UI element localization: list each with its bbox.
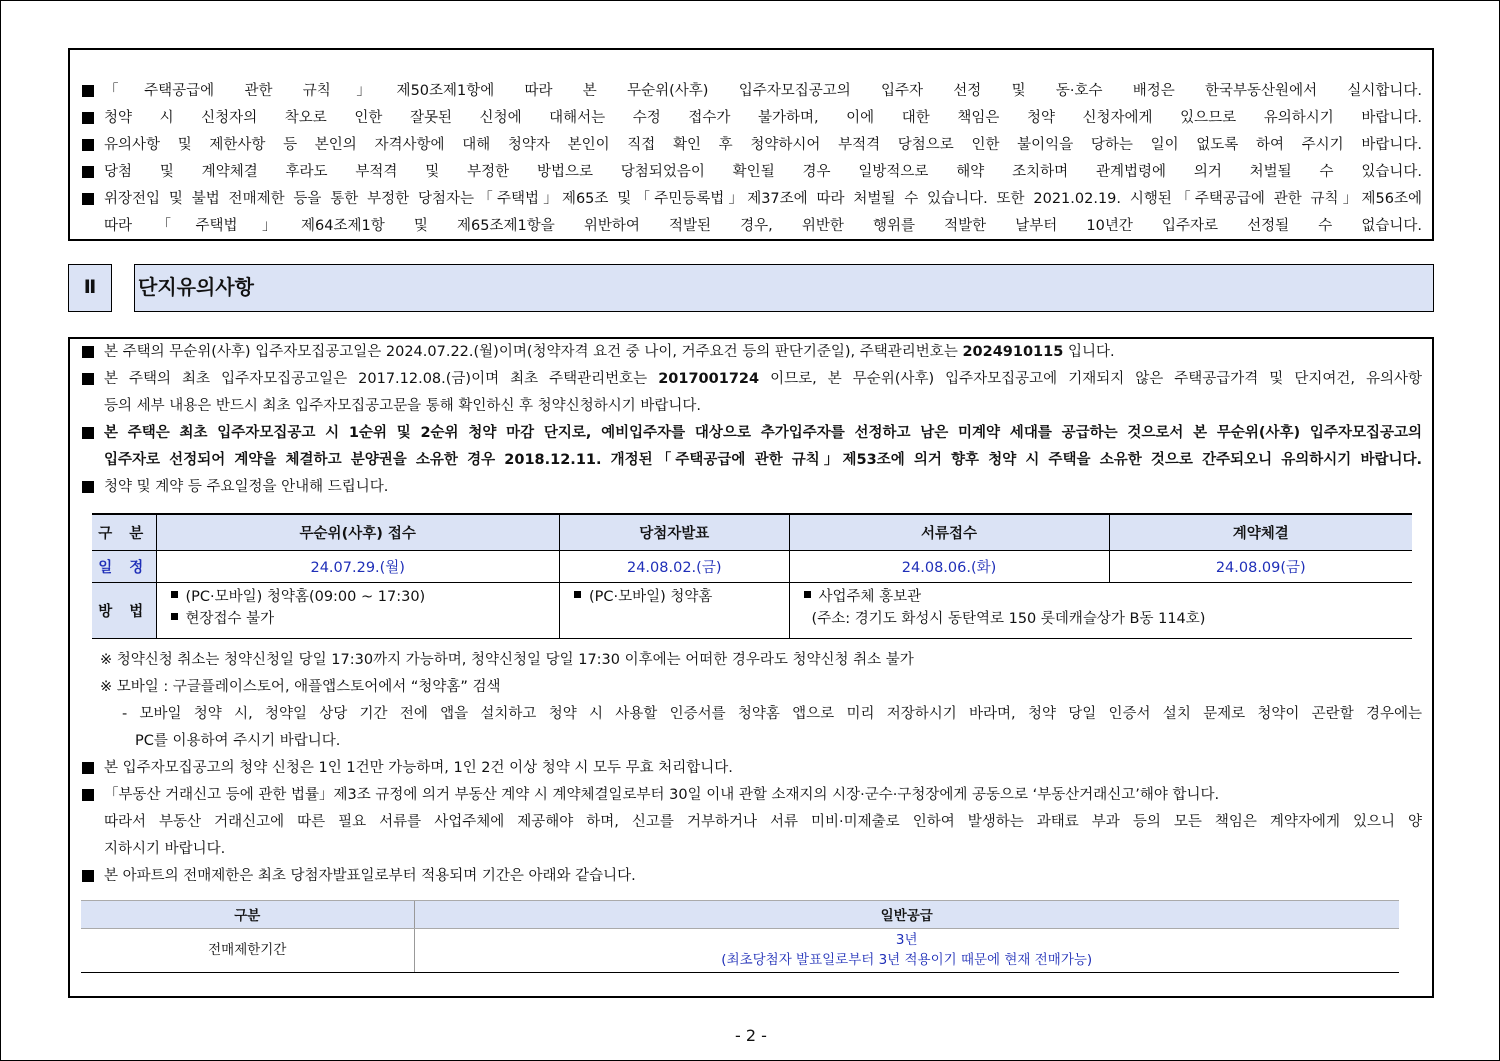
row-label: 전매제한기간 (81, 928, 414, 972)
row-label: 일 정 (92, 550, 156, 582)
paragraph-continuation: 등의 세부 내용은 반드시 최초 입주자모집공고문을 통해 확인하신 후 청약신청하시기 바랍니다. (104, 398, 701, 414)
square-bullet-icon (171, 591, 178, 598)
paragraph-continuation: 따라서 부동산 거래신고에 따른 필요 서류를 사업주체에 제공해야 하며, 신고를 거부하거나 서류 미비·미제출로 인하여 발생하는 과태료 부과 등의 모든 책임은 계약자에게 있으니 양 (104, 813, 1422, 830)
row-label: 방 법 (92, 582, 156, 638)
note-cancellation: ※ 청약신청 취소는 청약신청일 당일 17:30까지 가능하며, 청약신청일 당일 17:30 이후에는 어떠한 경우라도 청약신청 취소 불가 (100, 651, 914, 668)
method-cell: (PC·모바일) 청약홈(09:00 ~ 17:30) 현장접수 불가 (156, 582, 559, 638)
notice-item: 「주택공급에 관한 규칙」제50조제1항에 따라 본 무순위(사후) 입주자모집공고의 입주자 선정 및 동·호수 배정은 한국부동산원에서 실시합니다. (80, 78, 1422, 105)
notice-item: 위장전입 및 불법 전매제한 등을 통한 부정한 당첨자는「주택법」제65조 및「주민등록법」제37조에 따라 처벌될 수 있습니다. 또한 2021.02.19. 시행된「주택공급에 관한 규칙」제56조에 (80, 186, 1422, 213)
showroom-address: (주소: 경기도 화성시 동탄역로 150 롯데캐슬상가 B동 114호) (811, 610, 1206, 627)
method-cell: 사업주체 홍보관 (주소: 경기도 화성시 동탄역로 150 롯데캐슬상가 B동 114호) (789, 582, 1412, 638)
note-continuation: PC를 이용하여 주시기 바랍니다. (135, 732, 341, 749)
paragraph-one-application: 본 입주자모집공고의 청약 신청은 1인 1건만 가능하며, 1인 2건 이상 청약 시 모두 무효 처리합니다. (80, 755, 1422, 782)
square-bullet-icon (171, 613, 178, 620)
notice-item: 청약 시 신청자의 착오로 인한 잘못된 신청에 대해서는 수정 접수가 불가하며, 이에 대한 책임은 청약 신청자에게 있으므로 유의하시기 바랍니다. (80, 105, 1422, 132)
schedule-header-row (92, 514, 1412, 550)
date-cell: 24.08.09(금) (1109, 550, 1412, 582)
section-number: Ⅱ (68, 264, 112, 312)
schedule-date-row (92, 550, 1412, 582)
paragraph-transaction-report: 「부동산 거래신고 등에 관한 법률」제3조 규정에 의거 부동산 계약 시 계약체결일로부터 30일 이내 관할 소재지의 시장·군수·구청장에게 공동으로 ‘부동산거래신고’해야 합니다. (80, 782, 1422, 809)
schedule-method-row (92, 582, 1412, 638)
column-header: 무순위(사후) 접수 (156, 514, 559, 550)
paragraph-ownership-warning: 본 주택은 최초 입주자모집공고 시 1순위 및 2순위 청약 마감 단지로, 예비입주자를 대상으로 추가입주자를 선정하고 남은 미계약 세대를 공급하는 것으로서 본 무순위(사후) 입주자모집공고의 (80, 420, 1422, 447)
page-number: - 2 - (735, 1026, 767, 1045)
housing-mgmt-number: 2024910115 (962, 344, 1064, 360)
paragraph-continuation: 입주자로 선정되어 계약을 체결하고 분양권을 소유한 경우 2018.12.11. 개정된「주택공급에 관한 규칙」제53조에 의거 향후 청약 시 주택을 소유한 것으로 간주되오니 유의하시기 바랍니다. (104, 452, 1422, 468)
paragraph-initial-announcement: 본 주택의 최초 입주자모집공고일은 2017.12.08.(금)이며 최초 주택관리번호는 2017001724 이므로, 본 무순위(사후) 입주자모집공고에 기재되지 않은 주택공급가격 및 단지여건, 유의사항 (80, 366, 1422, 393)
paragraph-continuation: 지하시기 바랍니다. (104, 840, 226, 857)
method-cell: (PC·모바일) 청약홈 (559, 582, 789, 638)
note-mobile: ※ 모바일 : 구글플레이스토어, 애플앱스토어에서 “청약홈” 검색 (100, 678, 501, 695)
column-header: 일반공급 (414, 900, 1399, 928)
paragraph-resale-restriction: 본 아파트의 전매제한은 최초 당첨자발표일로부터 적용되며 기간은 아래와 같습니다. (80, 863, 1422, 890)
notice-box (68, 48, 1434, 241)
resale-period-cell: 3년 (최초당첨자 발표일로부터 3년 적용이기 때문에 현재 전매가능) (414, 928, 1399, 972)
section-title: 단지유의사항 (134, 264, 1434, 312)
column-header: 계약체결 (1109, 514, 1412, 550)
resale-header-row (81, 900, 1399, 928)
column-header: 구분 (81, 900, 414, 928)
square-bullet-icon (804, 591, 811, 598)
paragraph-announcement-date: 본 주택의 무순위(사후) 입주자모집공고일은 2024.07.22.(월)이며(청약자격 요건 중 나이, 거주요건 등의 판단기준일), 주택관리번호는 2024910115 입니다. (80, 339, 1422, 366)
schedule-table (92, 513, 1412, 639)
column-header: 서류접수 (789, 514, 1109, 550)
header-label: 구 분 (92, 514, 156, 550)
complex-notes-box (68, 337, 1434, 998)
initial-mgmt-number: 2017001724 (658, 371, 760, 387)
notice-item: 유의사항 및 제한사항 등 본인의 자격사항에 대해 청약자 본인이 직접 확인 후 청약하시어 부적격 당첨으로 인한 불이익을 당하는 일이 없도록 하여 주시기 바랍니다. (80, 132, 1422, 159)
date-cell: 24.08.02.(금) (559, 550, 789, 582)
notice-item: 당첨 및 계약체결 후라도 부적격 및 부정한 방법으로 당첨되었음이 확인될 경우 일방적으로 해약 조치하며 관계법령에 의거 처벌될 수 있습니다. (80, 159, 1422, 186)
notice-item-continuation: 따라「주택법」제64조제1항 및 제65조제1항을 위반하여 적발된 경우, 위반한 행위를 적발한 날부터 10년간 입주자로 선정될 수 없습니다. (104, 218, 1422, 234)
date-cell: 24.08.06.(화) (789, 550, 1109, 582)
resale-restriction-table (81, 900, 1399, 973)
paragraph-schedule-intro: 청약 및 계약 등 주요일정을 안내해 드립니다. (80, 474, 1422, 501)
column-header: 당첨자발표 (559, 514, 789, 550)
note-mobile-detail: - 모바일 청약 시, 청약일 상당 기간 전에 앱을 설치하고 청약 시 사용할 인증서를 청약홈 앱으로 미리 저장하시기 바라며, 청약 당일 인증서 설치 문제로 청약이 곤란할 경우에는 (122, 705, 1422, 722)
resale-row (81, 928, 1399, 972)
square-bullet-icon (574, 591, 581, 598)
date-cell: 24.07.29.(월) (156, 550, 559, 582)
